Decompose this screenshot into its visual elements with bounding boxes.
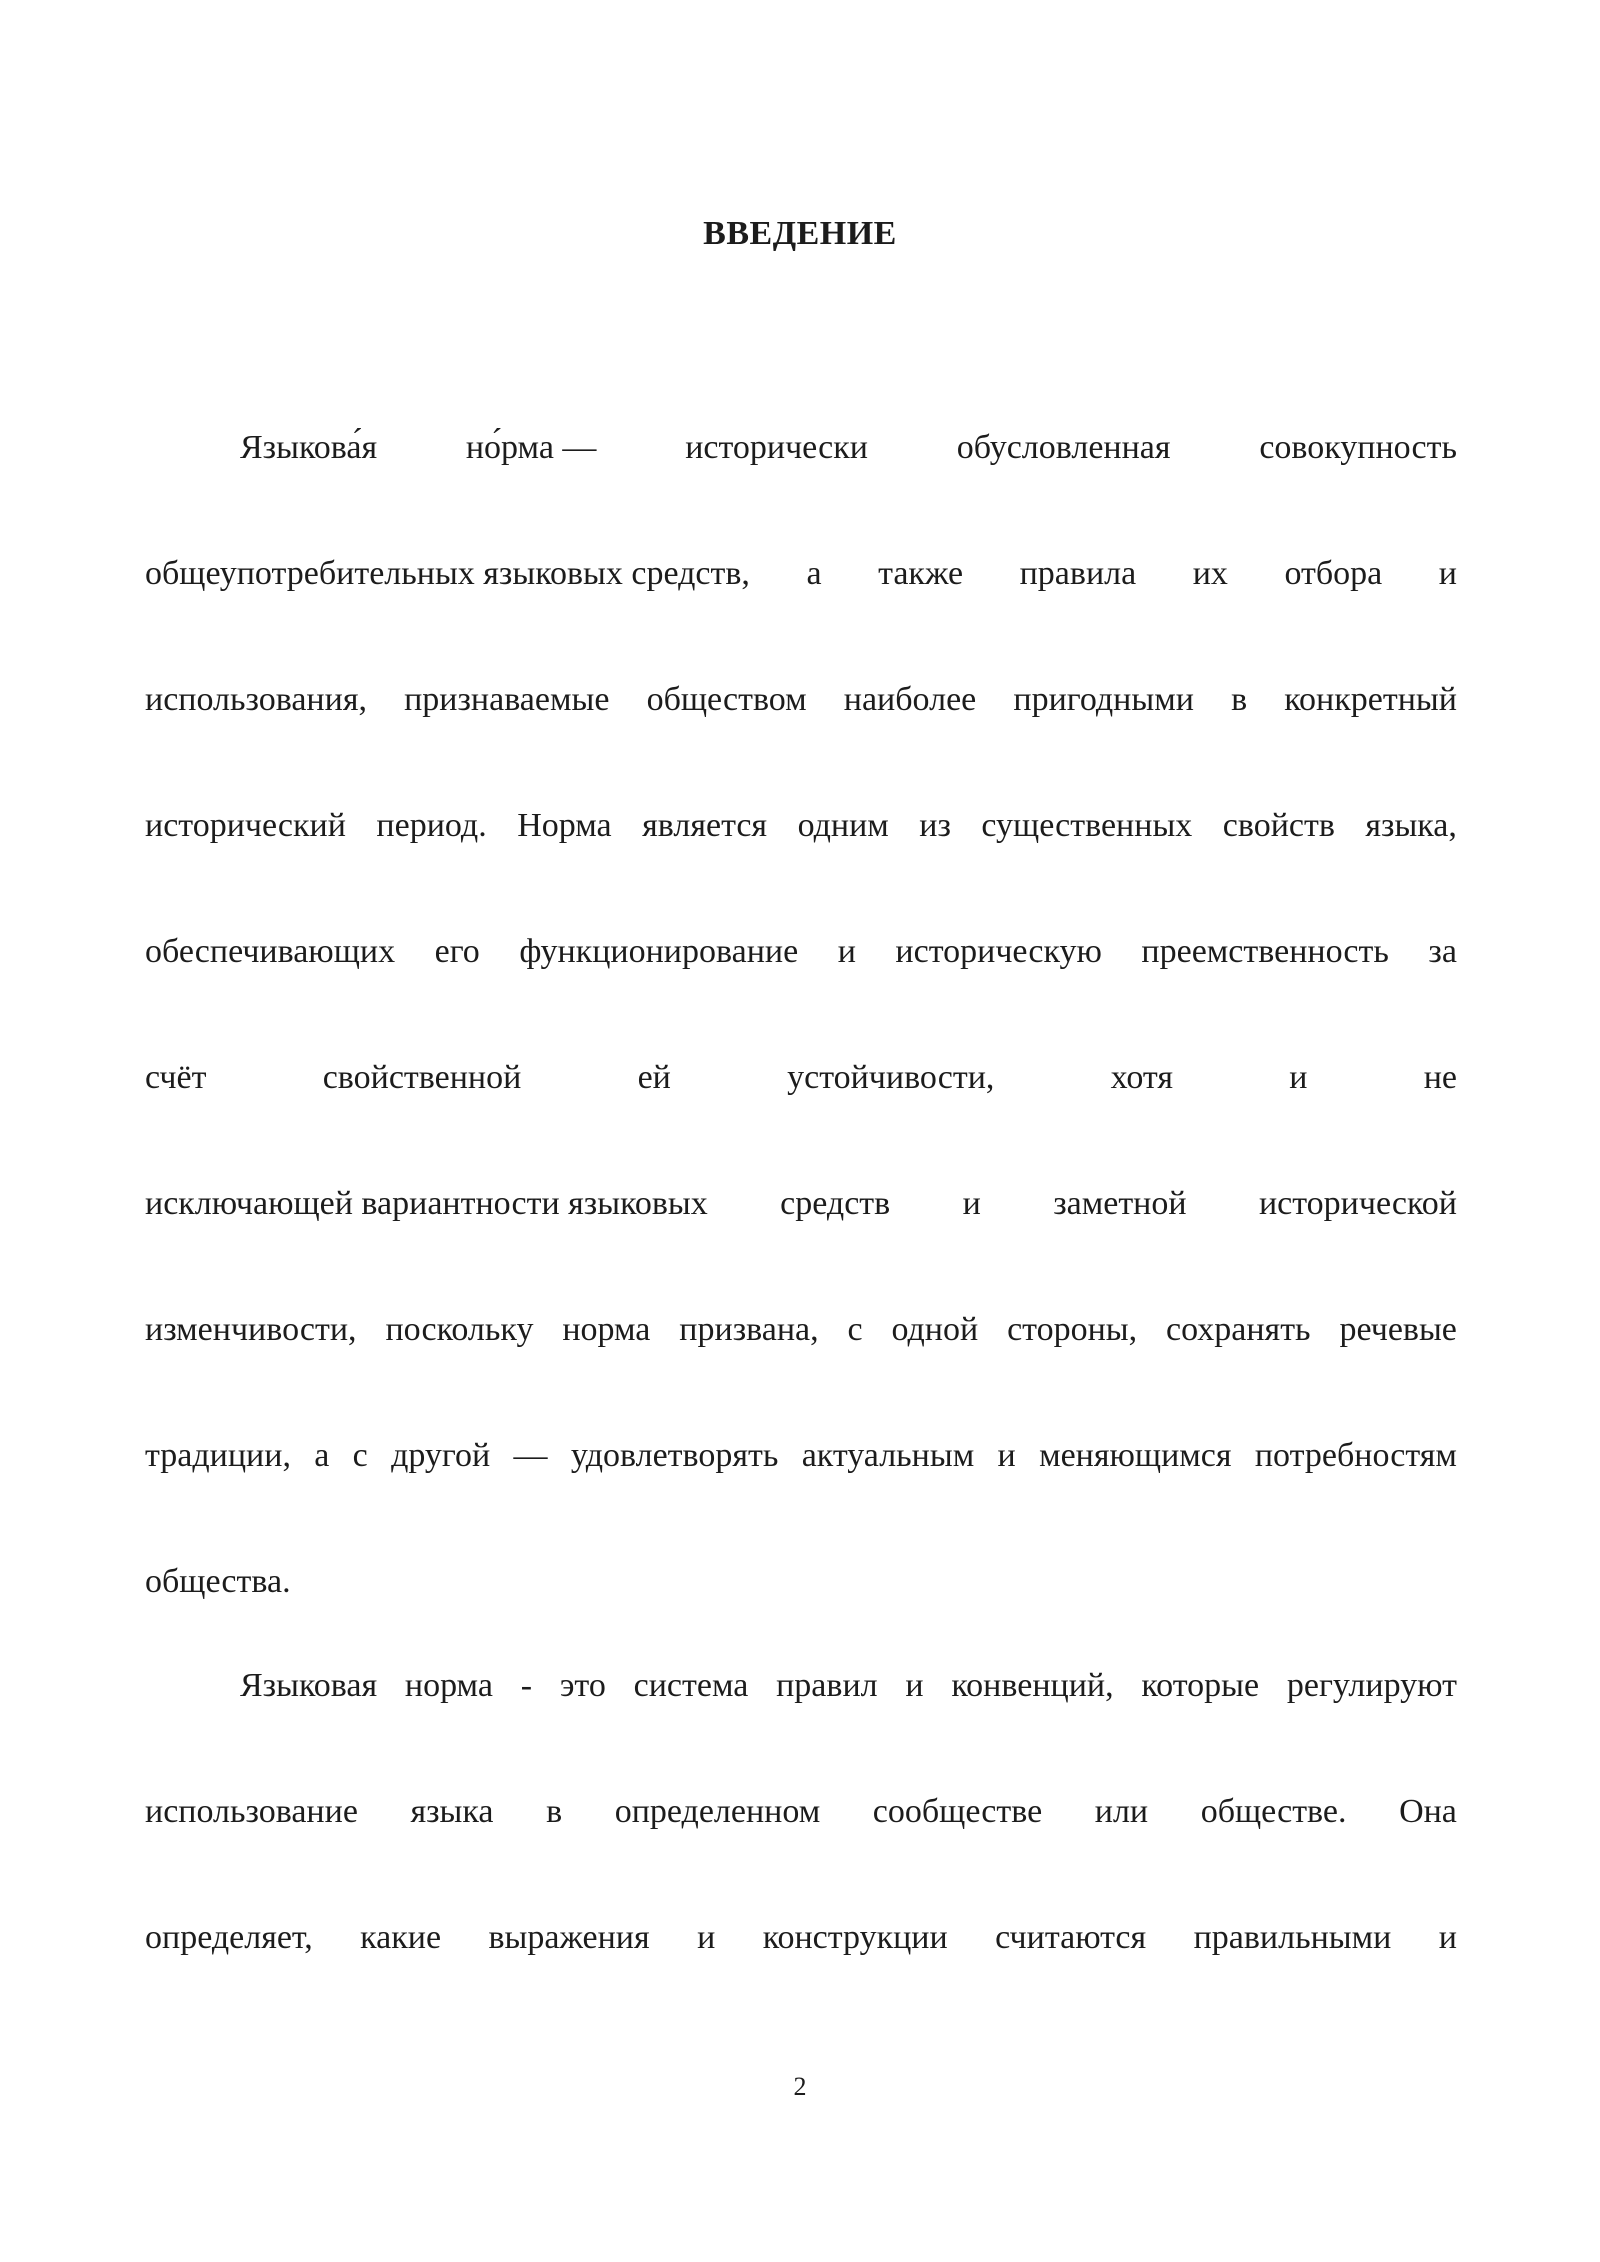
word: устойчивости, (787, 1059, 995, 1096)
word: заметной (1053, 1185, 1187, 1222)
word: использования, (145, 681, 367, 718)
paragraph-1-line (145, 550, 1457, 598)
word: - (520, 1667, 533, 1704)
word: обществом (646, 681, 807, 718)
page-number: 2 (793, 2072, 807, 2101)
word: и (837, 933, 856, 970)
word: обеспечивающих (145, 933, 396, 970)
paragraph-1-line (145, 676, 1457, 724)
word: стороны, (1007, 1311, 1138, 1348)
word: Норма (517, 807, 612, 844)
word: Языковая (240, 1667, 378, 1704)
word: ей (637, 1059, 671, 1096)
word: в (546, 1793, 563, 1830)
word: правил (776, 1667, 878, 1704)
word: общеупотребительных языковых средств, (145, 555, 750, 592)
word: является (642, 807, 768, 844)
paragraph-1-line (145, 1180, 1457, 1228)
word: в (1231, 681, 1248, 718)
word: система (633, 1667, 749, 1704)
word: и (1438, 555, 1457, 592)
paragraph-1-line (145, 802, 1457, 850)
word: и (1289, 1059, 1308, 1096)
word: и (962, 1185, 981, 1222)
word: использование (145, 1793, 358, 1830)
word: обусловленная (956, 429, 1171, 466)
word: средств (780, 1185, 891, 1222)
word: конвенций, (951, 1667, 1114, 1704)
word: сохранять (1166, 1311, 1311, 1348)
word: — (513, 1437, 548, 1474)
word: свойств (1222, 807, 1335, 844)
paragraph-1-line (240, 424, 1457, 472)
word: Языкова́я (240, 429, 378, 466)
paragraph-2-line (145, 1788, 1457, 1836)
word: потребностям (1254, 1437, 1457, 1474)
paragraph-1-line (145, 1054, 1457, 1102)
word: одним (797, 807, 889, 844)
word: исторически (685, 429, 868, 466)
paragraph-1-line (145, 1558, 1457, 1606)
word: традиции, (145, 1437, 291, 1474)
word: преемственность (1141, 933, 1389, 970)
word: правильными (1193, 1919, 1392, 1956)
word: исключающей вариантности языковых (145, 1185, 708, 1222)
word: регулируют (1286, 1667, 1457, 1704)
paragraph-1-line (145, 928, 1457, 976)
word: также (878, 555, 964, 592)
paragraph-2-line (240, 1662, 1457, 1710)
word: это (559, 1667, 606, 1704)
word: поскольку (385, 1311, 534, 1348)
word: которые (1141, 1667, 1260, 1704)
word: отбора (1284, 555, 1383, 592)
document-title: ВВЕДЕНИЕ (703, 215, 897, 252)
word: другой (391, 1437, 491, 1474)
word: исторической (1258, 1185, 1457, 1222)
paragraph-1-line (145, 1306, 1457, 1354)
word: сообществе (872, 1793, 1043, 1830)
word: и (997, 1437, 1016, 1474)
word: какие (360, 1919, 442, 1956)
word: наиболее (843, 681, 977, 718)
word: Она (1399, 1793, 1457, 1830)
word: обществе. (1200, 1793, 1347, 1830)
word: языка, (1365, 807, 1457, 844)
word: одной (891, 1311, 979, 1348)
word: а (314, 1437, 330, 1474)
word: не (1423, 1059, 1457, 1096)
word: хотя (1110, 1059, 1173, 1096)
word: призвана, (679, 1311, 819, 1348)
word: с (847, 1311, 863, 1348)
word: совокупность (1259, 429, 1457, 466)
word: существенных (981, 807, 1193, 844)
word: норма (404, 1667, 493, 1704)
word: и (697, 1919, 716, 1956)
word: меняющимся (1039, 1437, 1232, 1474)
word: функционирование (519, 933, 799, 970)
word: за (1428, 933, 1457, 970)
word: норма (562, 1311, 651, 1348)
paragraph-1-line (145, 1432, 1457, 1480)
word: определяет, (145, 1919, 313, 1956)
word: и (905, 1667, 924, 1704)
word: из (919, 807, 951, 844)
word: изменчивости, (145, 1311, 357, 1348)
word: историческую (895, 933, 1102, 970)
word: с (352, 1437, 368, 1474)
word: свойственной (322, 1059, 522, 1096)
word: общества. (145, 1563, 291, 1600)
paragraph-2-line (145, 1914, 1457, 1962)
word: исторический (145, 807, 346, 844)
word: признаваемые (404, 681, 610, 718)
word: или (1094, 1793, 1149, 1830)
word: речевые (1339, 1311, 1457, 1348)
word: период. (376, 807, 487, 844)
word: счёт (145, 1059, 207, 1096)
word: пригодными (1013, 681, 1194, 718)
word: удовлетворять (570, 1437, 779, 1474)
word: их (1192, 555, 1228, 592)
word: языка (410, 1793, 494, 1830)
word: но́рма — (465, 429, 597, 466)
word: определенном (614, 1793, 821, 1830)
word: выражения (488, 1919, 650, 1956)
word: конструкции (762, 1919, 948, 1956)
word: а (806, 555, 822, 592)
word: считаются (995, 1919, 1147, 1956)
word: и (1438, 1919, 1457, 1956)
word: правила (1019, 555, 1137, 592)
word: конкретный (1284, 681, 1457, 718)
word: актуальным (801, 1437, 975, 1474)
word: его (434, 933, 480, 970)
